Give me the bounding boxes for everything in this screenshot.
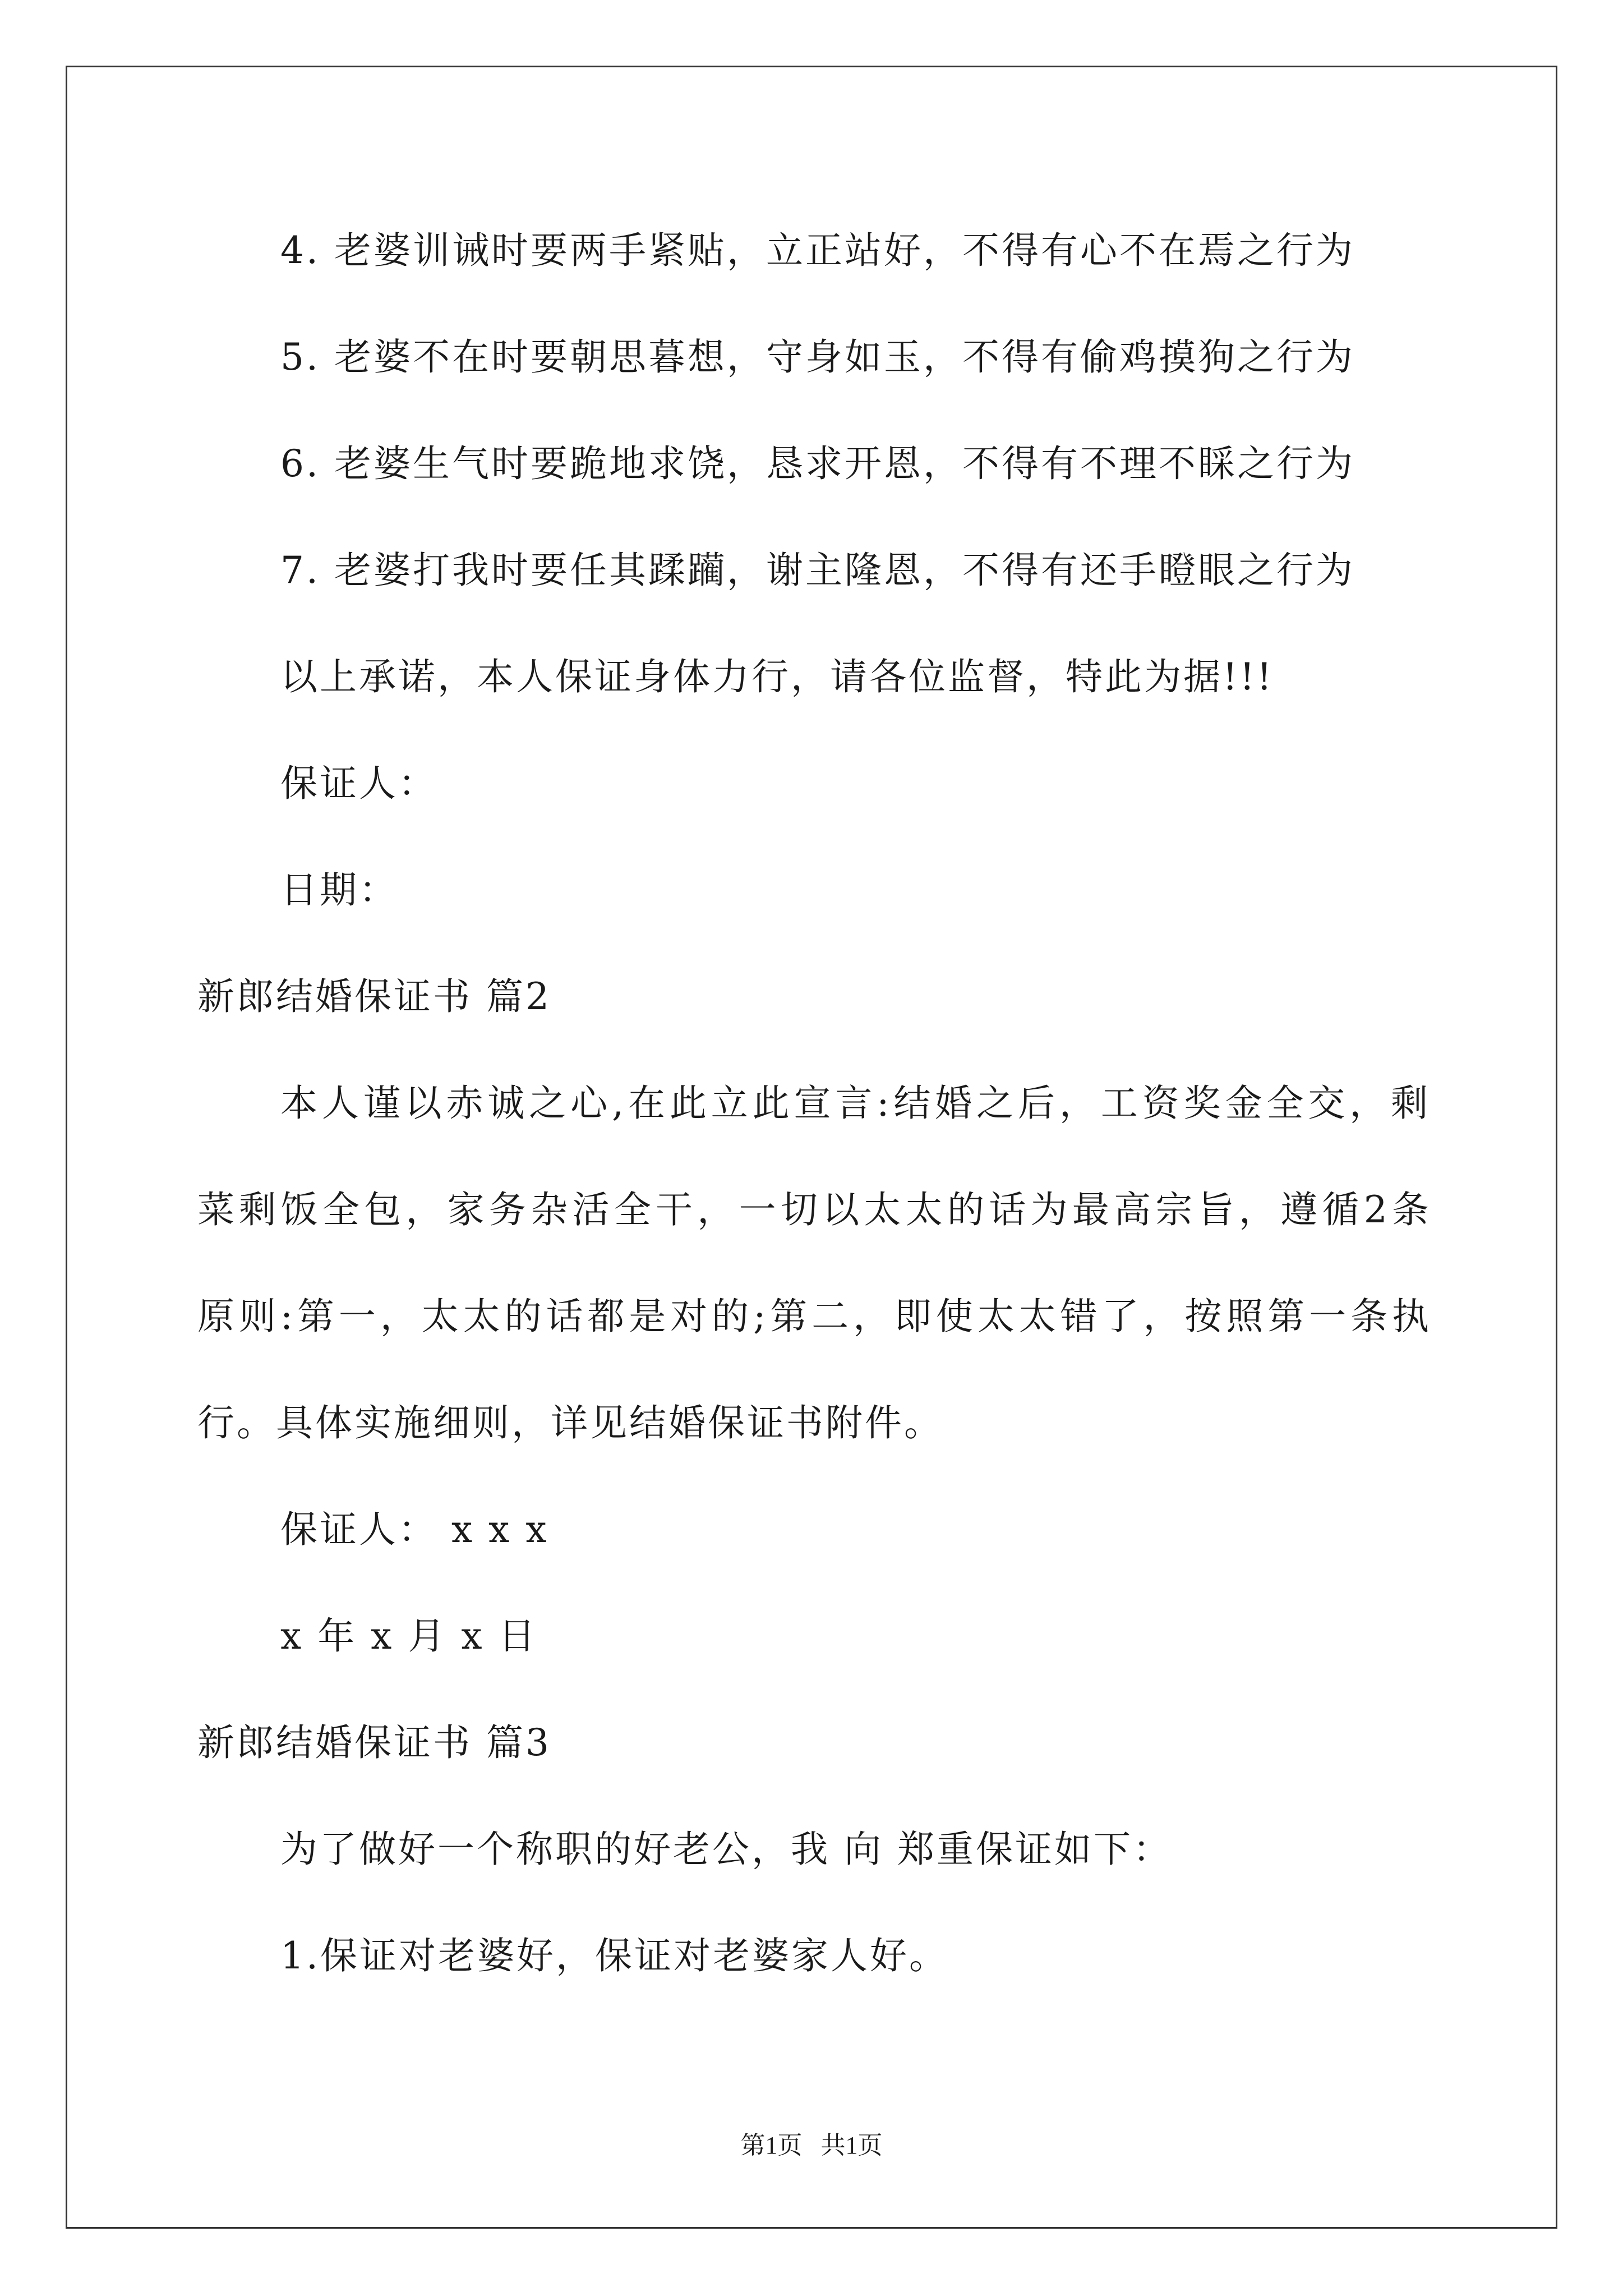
list-item-6: 6. 老婆生气时要跪地求饶，恳求开恩，不得有不理不睬之行为 [280, 442, 1355, 485]
paragraph-line: 菜剩饭全包，家务杂活全干，一切以太太的话为最高宗旨，遵循2条 [197, 1188, 1431, 1231]
guarantor-label: 保证人： [280, 762, 437, 805]
date-label: 日期： [280, 868, 398, 912]
section-heading-2: 新郎结婚保证书 篇2 [197, 975, 551, 1018]
pledge-statement: 以上承诺，本人保证身体力行，请各位监督，特此为据!!! [280, 655, 1274, 698]
guarantor-signature: 保证人： x x x [280, 1508, 549, 1551]
page-footer: 第1页 共1页 [740, 2132, 883, 2159]
date-signature: x 年 x 月 x 日 [280, 1614, 538, 1658]
paragraph-line: 行。具体实施细则，详见结婚保证书附件。 [197, 1401, 943, 1444]
list-item-4: 4. 老婆训诫时要两手紧贴，立正站好，不得有心不在焉之行为 [280, 229, 1355, 272]
paragraph-line: 本人谨以赤诚之心,在此立此宣言:结婚之后，工资奖金全交，剩 [280, 1082, 1430, 1125]
section-intro: 为了做好一个称职的好老公，我 向 郑重保证如下： [280, 1828, 1172, 1871]
list-item-5: 5. 老婆不在时要朝思暮想，守身如玉，不得有偷鸡摸狗之行为 [280, 335, 1355, 379]
list-item-1: 1.保证对老婆好，保证对老婆家人好。 [280, 1934, 948, 1977]
page-border [66, 66, 1557, 2229]
paragraph-line: 原则:第一，太太的话都是对的;第二，即使太太错了，按照第一条执 [197, 1295, 1431, 1338]
list-item-7: 7. 老婆打我时要任其蹂躏，谢主隆恩，不得有还手瞪眼之行为 [280, 549, 1355, 592]
section-heading-3: 新郎结婚保证书 篇3 [197, 1721, 551, 1764]
